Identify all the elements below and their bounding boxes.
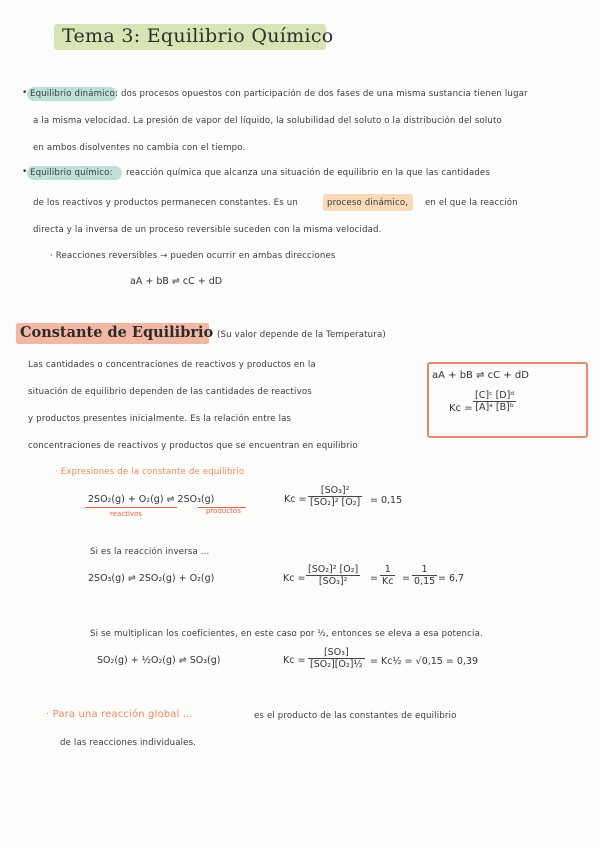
term-equilibrio-dinamico: Equilibrio dinámico: — [30, 89, 119, 99]
page-title: Tema 3: Equilibrio Químico — [62, 25, 334, 47]
kc-2-denominator: [SO₃]² — [318, 576, 348, 587]
multiply-label: Si se multiplican los coeficientes, en este caso por ½, entonces se eleva a esa potencia. — [90, 629, 483, 639]
reactivos-label: reactivos — [110, 510, 142, 518]
bullet-dot: • — [22, 167, 28, 177]
expr-heading: · Expresiones de la constante de equilibrio — [55, 467, 245, 477]
section-title: Constante de Equilibrio — [20, 324, 214, 341]
text-line: en ambos disolventes no cambia con el tiempo. — [33, 143, 246, 153]
text-line: reacción química que alcanza una situación de equilibrio en la que las cantidades — [126, 168, 490, 178]
kc-2-den2: Kc — [382, 576, 394, 587]
kc-2-eq1: = — [370, 573, 378, 584]
kc-2-numerator: [SO₂]² [O₂] — [308, 564, 359, 575]
kc-1-denominator: [SO₂]² [O₂] — [310, 497, 361, 508]
kc-3-value: = Kc½ = √0,15 = 0,39 — [370, 656, 478, 667]
kc-2-fraction-c — [412, 564, 437, 587]
bullet-dot: • — [22, 88, 28, 98]
text-line: dos procesos opuestos con participación de dos fases de una misma sustancia tienen lugar — [121, 89, 528, 99]
text-line: · Reacciones reversibles → pueden ocurrir en ambas direcciones — [50, 251, 336, 261]
box-fraction — [473, 390, 516, 413]
reaction-2: 2SO₃(g) ⇌ 2SO₂(g) + O₂(g) — [88, 573, 215, 584]
text-line: a la misma velocidad. La presión de vapor del líquido, la solubilidad del soluto o la distribución del soluto — [33, 116, 502, 126]
text-line: concentraciones de reactivos y productos que se encuentran en equilibrio — [28, 441, 358, 451]
kc-2-eq2: = — [402, 573, 410, 584]
kc-2-num2: 1 — [380, 564, 395, 576]
section-subtitle: (Su valor depende de la Temperatura) — [217, 330, 386, 340]
text-line: Las cantidades o concentraciones de reactivos y productos en la — [28, 360, 316, 370]
text-line: de las reacciones individuales. — [60, 738, 197, 748]
text-line: es el producto de las constantes de equilibrio — [254, 711, 457, 721]
kc-1-value: = 0,15 — [370, 495, 403, 506]
kc-2-fraction — [306, 564, 360, 587]
kc-3-lhs: Kc = — [283, 655, 306, 666]
text-line: situación de equilibrio dependen de las cantidades de reactivos — [28, 387, 312, 397]
reaction-3: SO₂(g) + ½O₂(g) ⇌ SO₃(g) — [97, 655, 221, 666]
box-kc-label: Kc = — [449, 403, 473, 414]
kc-2-den3: 0,15 — [414, 576, 436, 587]
kc-2-value: = 6,7 — [438, 573, 465, 584]
highlighted-term: proceso dinámico, — [327, 198, 409, 208]
inverse-label: Si es la reacción inversa ... — [90, 547, 210, 557]
text-line: directa y la inversa de un proceso reversible suceden con la misma velocidad. — [33, 225, 382, 235]
kc-1-numerator: [SO₃]² — [308, 485, 362, 497]
box-reaction: aA + bB ⇌ cC + dD — [432, 370, 529, 381]
reaction-1: 2SO₂(g) + O₂(g) ⇌ 2SO₃(g) — [88, 494, 215, 505]
kc-3-numerator: [SO₃] — [308, 647, 365, 659]
text-line: de los reactivos y productos permanecen constantes. Es un — [33, 198, 298, 208]
kc-3-denominator: [SO₂][O₂]½ — [310, 659, 363, 670]
kc-2-fraction-b — [380, 564, 395, 587]
kc-1-fraction — [308, 485, 362, 508]
text-line: y productos presentes inicialmente. Es la relación entre las — [28, 414, 292, 424]
box-denominator: [A]ᵃ [B]ᵇ — [475, 402, 514, 413]
reactivos-underline — [85, 507, 177, 508]
text-line: en el que la reacción — [425, 198, 518, 208]
term-equilibrio-quimico: Equilibrio químico: — [30, 168, 113, 178]
box-numerator: [C]ᶜ [D]ᵈ — [475, 390, 515, 401]
kc-3-fraction — [308, 647, 365, 670]
productos-label: productos — [206, 507, 241, 515]
global-heading: · Para una reacción global ... — [46, 709, 193, 720]
kc-2-num3: 1 — [412, 564, 437, 576]
kc-2-lhs: Kc = — [283, 573, 306, 584]
reaction-general: aA + bB ⇌ cC + dD — [130, 276, 223, 287]
kc-1-lhs: Kc = — [284, 494, 307, 505]
